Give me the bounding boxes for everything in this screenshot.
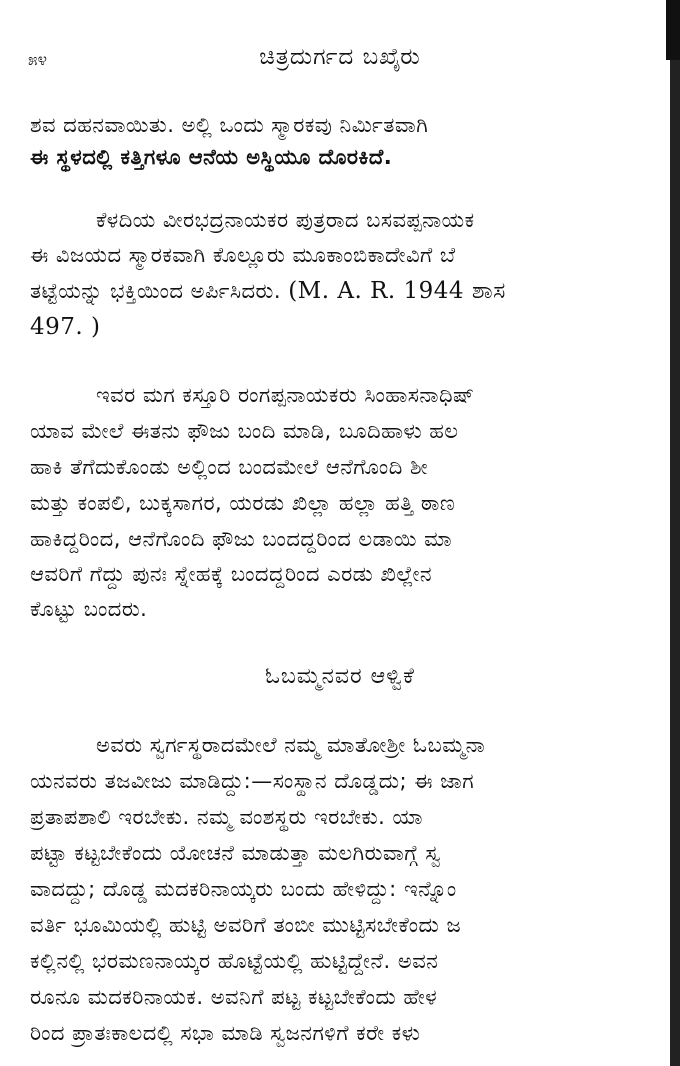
section-title: ಓಬಮ್ಮನವರ ಆಳ್ವಿಕೆ [265, 664, 415, 689]
text-line: ಕೊಟ್ಟು ಬಂದರು. [30, 597, 148, 621]
text-line: 497. ) [30, 314, 101, 340]
text-line: ಆವರಿಗೆ ಗೆದ್ದು ಪುನಃ ಸ್ನೇಹಕ್ಕೆ ಬಂದದ್ದರಿಂದ ಎರಡು ಖಿಲ್ಲೇನ [30, 562, 433, 586]
text-line: ಹಾಕಿದ್ದರಿಂದ, ಆನೆಗೊಂದಿ ಫೌಜು ಬಂದದ್ದರಿಂದ ಲಡಾಯಿ ಮಾ [30, 527, 453, 551]
text-line: ಅವರು ಸ್ವರ್ಗಸ್ಥರಾದಮೇಲೆ ನಮ್ಮ ಮಾತೋಶ್ರೀ ಓಬಮ್ಮನಾ [96, 733, 486, 757]
page-header [0, 40, 680, 80]
text-line: ಕೆಳದಿಯ ವೀರಭದ್ರನಾಯಕರ ಪುತ್ರರಾದ ಬಸವಪ್ಪನಾಯಕ [96, 208, 475, 232]
text-line: ಈ ಸ್ಥಳದಲ್ಲಿ ಕತ್ತಿಗಳೂ ಆನೆಯ ಅಸ್ಥಿಯೂ ದೊರಕಿದೆ. [30, 145, 393, 169]
text-line: ಯನವರು ತಜವೀಜು ಮಾಡಿದ್ದು:—ಸಂಸ್ಥಾನ ದೊಡ್ಡದು; ಈ ಜಾಗ [30, 769, 475, 793]
text-line: ಕಲ್ಲಿನಲ್ಲಿ ಭರಮಣನಾಯ್ಕರ ಹೊಟ್ಟೆಯಲ್ಲಿ ಹುಟ್ಟಿದ್ದೇನೆ. ಅವನ [30, 949, 439, 973]
text-line [30, 276, 680, 306]
text-line: ಯಾವ ಮೇಲೆ ಈತನು ಫೌಜು ಬಂದಿ ಮಾಡಿ, ಬೂದಿಹಾಳು ಹಲ [30, 419, 459, 443]
text-line: ಶವ ದಹನವಾಯಿತು. ಅಲ್ಲಿ ಒಂದು ಸ್ಮಾರಕವು ನಿರ್ಮಿತವಾಗಿ [30, 113, 429, 137]
text-line: ಇವರ ಮಗ ಕಸ್ತೂರಿ ರಂಗಪ್ಪನಾಯಕರು ಸಿಂಹಾಸನಾಧಿಷ್ [96, 383, 475, 407]
page-number: ೫೪ [28, 50, 48, 70]
binding-edge [670, 0, 680, 1066]
text-line: ವರ್ತಿ ಭೂಮಿಯಲ್ಲಿ ಹುಟ್ಟಿ ಅವರಿಗೆ ತಂಬೀ ಮುಟ್ಟಿಸಬೇಕೆಂದು ಜ [30, 913, 462, 937]
text-line: ಈ ವಿಜಯದ ಸ್ಮಾರಕವಾಗಿ ಕೊಲ್ಲೂರು ಮೂಕಾಂಬಿಕಾದೇವಿಗೆ ಬೆ [30, 243, 456, 267]
text-line: ರಿಂದ ಪ್ರಾತಃಕಾಲದಲ್ಲಿ ಸಭಾ ಮಾಡಿ ಸ್ವಜನಗಳಿಗೆ ಕರೇ ಕಳು [30, 1021, 421, 1045]
text-fragment: ತಟ್ಟೆಯನ್ನು ಭಕ್ತಿಯಿಂದ ಅರ್ಪಿಸಿದರು. [30, 279, 282, 303]
reference-citation: (M. A. R. 1944 ಶಾಸ [288, 278, 506, 304]
text-line: ರೂನೂ ಮದಕರಿನಾಯಕ. ಅವನಿಗೆ ಪಟ್ಟ ಕಟ್ಟಬೇಕೆಂದು ಹೇಳ [30, 985, 438, 1009]
text-line: ವಾದದ್ದು; ದೊಡ್ಡ ಮದಕರಿನಾಯ್ಕರು ಬಂದು ಹೇಳಿದ್ದು: ಇನ್ನೊಂ [30, 877, 457, 901]
running-title: ಚಿತ್ರದುರ್ಗದ ಬಖೈರು [259, 44, 421, 70]
text-line: ಮತ್ತು ಕಂಪಲಿ, ಬುಕ್ಕಸಾಗರ, ಯರಡು ಖಿಲ್ಲಾ ಹಲ್ಲಾ ಹತ್ತಿ ಠಾಣ [30, 491, 456, 515]
text-line: ಪಟ್ಟಾ ಕಟ್ಟಬೇಕೆಂದು ಯೋಚನೆ ಮಾಡುತ್ತಾ ಮಲಗಿರುವಾಗ್ಗೆ ಸ್ವ [30, 841, 441, 865]
text-line: ಪ್ರತಾಪಶಾಲಿ ಇರಬೇಕು. ನಮ್ಮ ವಂಶಸ್ಥರು ಇರಬೇಕು. ಯಾ [30, 805, 423, 829]
text-line: ಹಾಕಿ ತೆಗೆದುಕೊಂಡು ಅಲ್ಲಿಂದ ಬಂದಮೇಲೆ ಆನೆಗೊಂದಿ ಶೀ [30, 455, 429, 479]
binding-edge-top [666, 0, 680, 60]
